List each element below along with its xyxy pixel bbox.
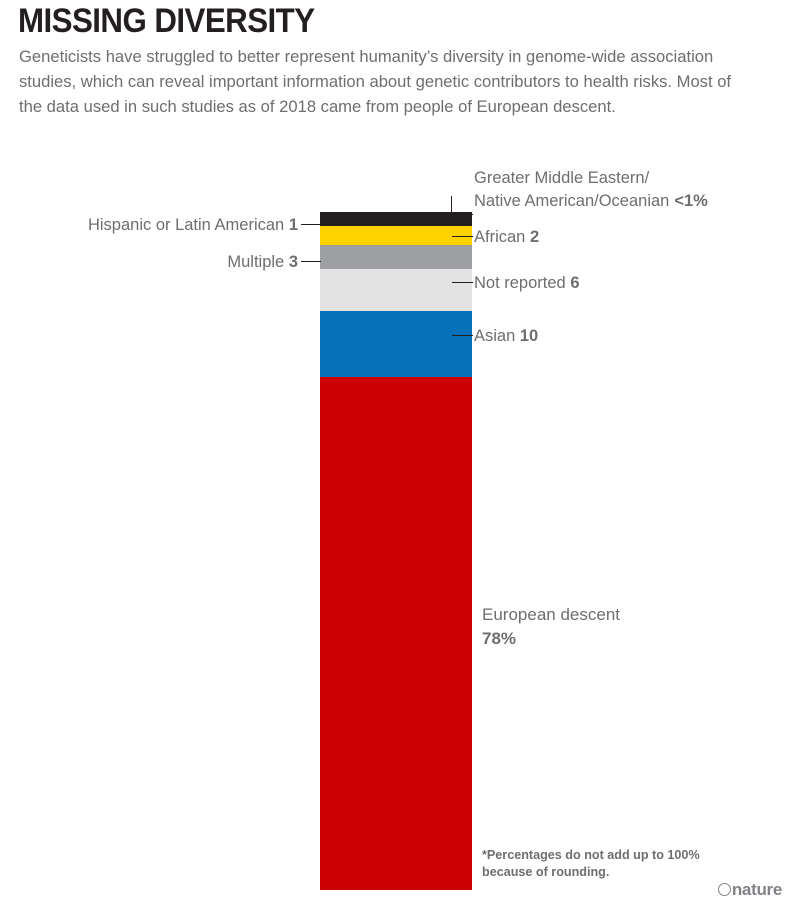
label-not-reported xyxy=(474,274,580,293)
page-title: MISSING DIVERSITY xyxy=(18,2,315,40)
label-greater-middle-eastern-line2: Native American/Oceanian xyxy=(474,192,670,210)
label-greater-middle-eastern-line1: Greater Middle Eastern/ xyxy=(474,169,650,187)
bar-segment-hispanic xyxy=(320,217,472,226)
leader-line-not-reported xyxy=(452,282,473,283)
standfirst-text: Geneticists have struggled to better represent humanity’s diversity in genome-wide association studies, which can reveal important information about genetic contributors to health risks. Most of the data used in such studies as of 2018 came from people of European descent. xyxy=(19,47,732,116)
label-not-reported-value: 6 xyxy=(570,274,580,292)
label-european-value: 78% xyxy=(482,629,517,648)
nature-logo-text: nature xyxy=(731,880,782,899)
label-european xyxy=(482,603,620,651)
bar-segment-african xyxy=(320,226,472,245)
label-multiple xyxy=(20,253,298,272)
label-hispanic-value: 1 xyxy=(288,216,298,234)
label-asian-text: Asian xyxy=(474,327,516,345)
label-multiple-text: Multiple xyxy=(227,253,285,271)
leader-line-multiple xyxy=(301,261,321,262)
label-hispanic-text: Hispanic or Latin American xyxy=(87,216,285,234)
label-not-reported-text: Not reported xyxy=(474,274,566,292)
leader-line-greater-middle-eastern-horizontal xyxy=(451,214,473,215)
bar-segment-not-reported xyxy=(320,269,472,311)
bar-segment-multiple xyxy=(320,245,472,269)
leader-line-asian xyxy=(452,335,473,336)
label-hispanic xyxy=(20,216,298,235)
nature-logo xyxy=(718,880,782,900)
label-asian xyxy=(474,327,538,346)
label-european-text: European descent xyxy=(482,605,620,624)
label-greater-middle-eastern xyxy=(474,167,708,213)
bar-segment-european xyxy=(320,377,472,890)
footnote: *Percentages do not add up to 100% because of rounding. xyxy=(482,848,700,879)
leader-line-african xyxy=(452,236,473,237)
label-multiple-value: 3 xyxy=(288,253,298,271)
nature-circle-icon xyxy=(718,883,731,896)
label-african-value: 2 xyxy=(529,228,540,246)
label-greater-middle-eastern-value: <1% xyxy=(674,192,708,210)
label-african-text: African xyxy=(474,228,526,246)
label-asian-value: 10 xyxy=(519,327,539,345)
leader-line-greater-middle-eastern-vertical xyxy=(451,196,452,215)
leader-line-hispanic xyxy=(301,224,321,225)
label-african xyxy=(474,228,539,247)
stacked-bar-chart xyxy=(320,212,472,890)
bar-segment-asian xyxy=(320,311,472,377)
